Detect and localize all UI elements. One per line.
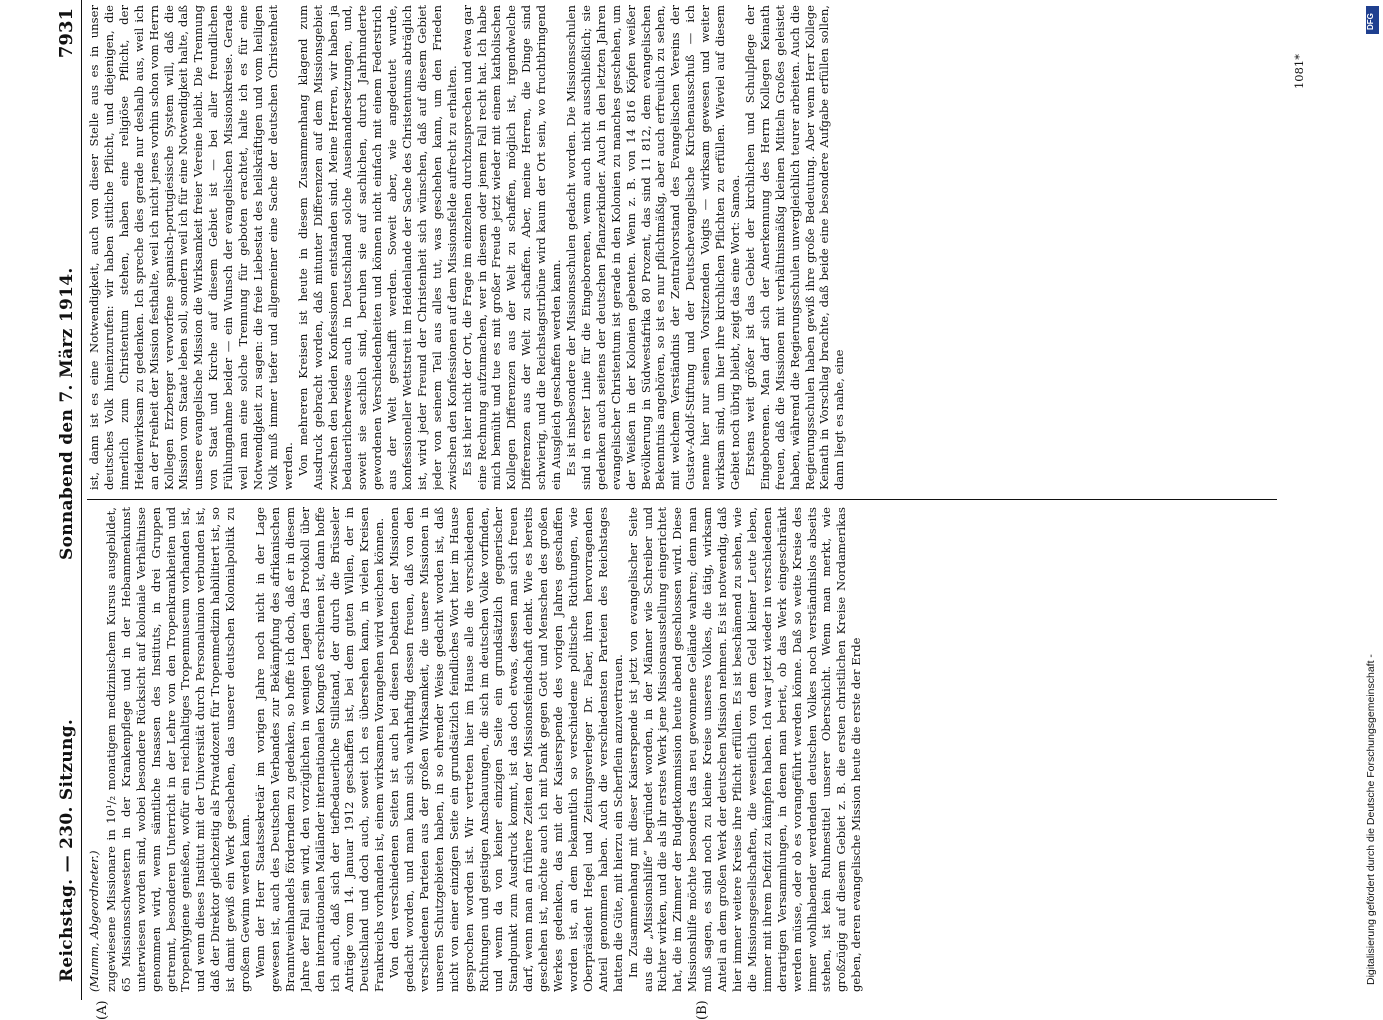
digitization-note: Digitalisierung gefördert durch die Deutsche Forschungsgemeinschaft - (1365, 654, 1377, 985)
right-paragraph: Erstens weit größer ist das Gebiet der kirchlichen und Schulpflege der Eingeborenen. Man darf sich der Anerkennung des Herrn Kollegen Keinath freuen, daß die Missionen mit verhältnismäßig kleinen Mitteln Großes geleistet haben, während die Regierungsschulen unvergleichlich teurer arbeiten. Auch die Regierungsschulen haben gewiß ihre große Bedeutung. Aber wenn Herr Kollege Keinath in Vorschlag brachte, daß beide eine besondere Aufgabe erfüllen sollen, dann liegt es nahe, eine (742, 5, 847, 490)
right-paragraph: Es ist insbesondere der Missionsschulen gedacht worden. Die Missionsschulen sind in erster Linie für die Eingeborenen, wenn auch nicht ausschließlich; sie gedenken auch seitens der deutschen Pflanzerkinder. Auch in den letzten Jahren evangelischer Christentum ist gerade in den Kolonien zu manches geschehen, um der Weißen in der Kolonien gebenten. Wenn z. B. von 14 816 Köpfen weißer Bevölkerung in Südwestafrika 80 Prozent, das sind 11 812, dem evangelischen Bekenntnis angehören, so ist es nur pflichtmäßig, aber auch erfreulich zu sehen, mit welchem Verständnis der Zentralvorstand des Evangelischen Vereins der Gustav-Adolf-Stiftung und der Deutschevangelische Kirchenausschuß — ich nenne hier nur seinen Vorsitzenden Voigts — wirksam gewesen und weiter wirksam sind, um hier ihre kirchlichen Pflichten zu erfüllen. Wieviel auf diesem Gebiet noch übrig bleibt, zeigt das eine Wort: Samoa. (564, 5, 742, 490)
right-paragraph: ist, dann ist es eine Notwendigkeit, auch von dieser Stelle aus es in unser deutsches Volk hineinzurufen: wir haben sittliche Pflicht, und diejenigen, die innerlich zum Christentum stehen, haben eine religiöse Pflicht, der Heidenwirksam zu gedenken. Ich spreche dies gerade nur deshalb aus, weil ich an der Freiheit der Mission festhalte, weil ich nicht jenes vorhin schon vom Herrn Kollegen Erzberger verworfene spanisch-portugiesische System will, daß die Mission vom Staate leben soll, sondern weil ich für eine Notwendigkeit halte, daß unsere evangelische Mission die Wirksamkeit freier Vereine bleibt. Die Trennung von Staat und Kirche auf diesem Gebiet ist — bei aller freundlichen Fühlungnahme beider — ein Wunsch der evangelischen Missionskreise. Gerade weil man eine solche Trennung für geboten erachtet, halte ich es für eine Notwendigkeit zu sagen: die freie Liebestat des heilskräftigen und vom heiligen Volk muß immer tiefer und allgemeiner eine Sache der deutschen Christenheit werden. (87, 5, 295, 490)
left-paragraph: zugewiesene Missionare in 10¹/₂ monatigem medizinischem Kursus ausgebildet, 65 Missionsschwestern in der Krankenpflege und in der Hebammenkunst unterwiesen worden sind, wobei besondere Rücksicht auf koloniale Verhältnisse genommen wird, wenn sämtliche Insassen des Instituts, in drei Gruppen getrennt, besonderen Unterricht in der Lehre von den Tropenkrankheiten und Tropenhygiene genießen, wofür ein reichhaltiges Tropenmuseum vorhanden ist, und wenn dieses Institut mit der Universität durch Personalunion verbunden ist, daß der Direktor gleichzeitig als Privatdozent für Tropenmedizin habilitiert ist, so ist damit gewiß ein Werk geschehen, das unserer deutschen Kolonialpolitik zu großem Gewinn werden kann. (103, 507, 253, 992)
left-paragraph: Wenn der Herr Staatssekretär im vorigen Jahre noch nicht in der Lage gewesen ist, auch des Deutschen Verbandes zur Bekämpfung des afrikanischen Branntweinhandels förderndem zu gedenken, so hoffe ich doch, daß er in diesem Jahre der Fall sein wird, den vorzüglichen in wenigen Lagen das Protokoll über den internationalen Mailänder internationalen Kongreß erschienen ist, dann hoffe ich auch, daß sich der tiefbedauerliche Stillstand, der durch die Brüsseler Anträge vom 14. Januar 1912 geschaffen ist, bei dem guten Willen, der in Deutschland und doch auch, soweit ich es übersehen kann, in vielen Kreisen Frankreichs vorhanden ist, einem wirksamen Vorangehen wird weichen können. (252, 507, 387, 992)
digitization-stamp (1363, 0, 1383, 1000)
dfg-logo-text: DFG (1366, 13, 1375, 30)
rotated-page (55, 0, 1306, 1020)
speaker-label: (Mumm, Abgeordneter.) (87, 850, 101, 992)
header-page-number: 7931 (56, 8, 77, 59)
dfg-logo (1366, 6, 1379, 34)
column-divider (87, 499, 1277, 500)
left-column (87, 507, 1282, 992)
right-column (87, 5, 1282, 490)
right-paragraph: Es ist hier nicht der Ort, die Frage im einzelnen durchzusprechen und etwa gar eine Rechnung aufzumachen, wer in diesem oder jenem Fall recht hat. Ich habe mich bemüht und tue es mit großer Freude jetzt wieder mit einem katholischen Kollegen Differenzen aus der Welt zu schaffen, möglich ist, irgendwelche Differenzen aus der Welt zu schaffen. Aber, meine Herren, die Dinge sind schwierig, und die Reichstagstribüne wird kaum der Ort sein, wo fruchtbringend ein Ausgleich geschaffen werden kann. (459, 5, 564, 490)
page-header (55, 0, 82, 1000)
margin-marker-b: (B) (695, 1000, 710, 1020)
left-paragraph: Von den verschiedenen Seiten ist auch bei diesen Debatten der Missionen gedacht worden, und man kann sich wahrhaftig dessen freuen, daß von den verschiedenen Parteien aus der großen Wirksamkeit, die unsere Missionen in unseren Schutzgebieten haben, in so ehrender Weise gedacht worden ist, daß nicht von einer einzigen Seite ein grundsätzlich feindliches Wort hier im Hause gesprochen worden ist. Wir vertreten hier im Hause alle die verschiedenen Richtungen und geistigen Anschauungen, die sich im deutschen Volke vorfinden, und wenn da von keiner einzigen Seite ein grundsätzlich gegnerischer Standpunkt zum Ausdruck kommt, ist das doch etwas, dessen man sich freuen darf, wenn man an frühere Zeiten der Missionsfeindschaft denkt. Wie es bereits geschehen ist, möchte auch ich mit Dank gegen Gott und Menschen des großen Werkes gedenken, das mit der Kaiserspende des vorigen Jahres geschaffen worden ist, an dem bekanntlich so verschiedene politische Richtungen, wie Oberpräsident Hegel und Zeitungsverleger Dr. Faber, ihren hervorragenden Anteil genommen haben. Auch die verschiedensten Parteien des Reichstages hatten die Güte, mit hierzu ein Scherflein anzuvertrauen. (387, 507, 625, 992)
footer-page-number: 1081* (1292, 54, 1306, 90)
header-date: Sonnabend den 7. März 1914. (57, 267, 77, 560)
margin-marker-a: (A) (95, 1000, 110, 1020)
left-paragraph: Im Zusammenhang mit dieser Kaiserspende ist jetzt von evangelischer Seite aus die „Missionshilfe“ begründet worden, in der Männer wie Schreiber und Richter wirken, und die als ihr erstes Werk jene Missionsausstellung eingerichtet hat, die im Zimmer der Budgetkommission heute abend geschlossen wird. Diese Missionshilfe möchte besonders das neu gewonnene Gelände wahren; denn man muß sagen, es sind noch zu kleine Kreise unseres Volkes, die tätig, wirksam Anteil an dem großen Werk der deutschen Mission nehmen. Es ist notwendig, daß hier immer weitere Kreise ihre Pflicht erfüllen. Es ist beschämend zu sehen, wie die Missionsgesellschaften, die wesentlich von dem Geld kleiner Leute leben, immer mit ihrem Defizit zu kämpfen haben. Ich war jetzt wieder in verschiedenen derartigen Versammlungen, in denen man beriet, ob das Werk eingeschränkt werden müsse, oder ob es vorangeführt werden könne. Daß so weite Kreise des immer wohlhabender werdenden deutschen Volkes noch verständnislos abseits stehen, ist kein Ruhmestitel unserer Oberschicht. Wenn man merkt, wie großzügig auf diesem Gebiet z. B. die ersten christlichen Kreise Nordamerikas geben, deren evangelische Mission heute die erste der Erde (625, 507, 864, 992)
header-session: Reichstag. — 230. Sitzung. (57, 718, 77, 982)
right-paragraph: Von mehreren Kreisen ist heute in diesem Zusammenhang klagend zum Ausdruck gebracht worden, daß mitunter Differenzen auf dem Missionsgebiet zwischen den beiden Konfessionen entstanden sind. Meine Herren, wir haben ja bedauerlicherweise auch in Deutschland solche Auseinandersetzungen, und, soweit sie sachlich sind, beruhen sie auf sachlichen, durch Jahrhunderte gewordenen Verschiedenheiten und können nicht einfach mit einem Federstrich aus der Welt geschafft werden. Soweit aber, wie angedeutet wurde, konfessioneller Wettstreit im Heidenlande der Sache des Christentums abträglich ist, wird jeder Freund der Christenheit sich wünschen, daß auf diesem Gebiet jeder von seinem Teil aus alles tut, was geschehen kann, um den Frieden zwischen den Konfessionen auf dem Missionsfelde aufrecht zu erhalten. (295, 5, 459, 490)
